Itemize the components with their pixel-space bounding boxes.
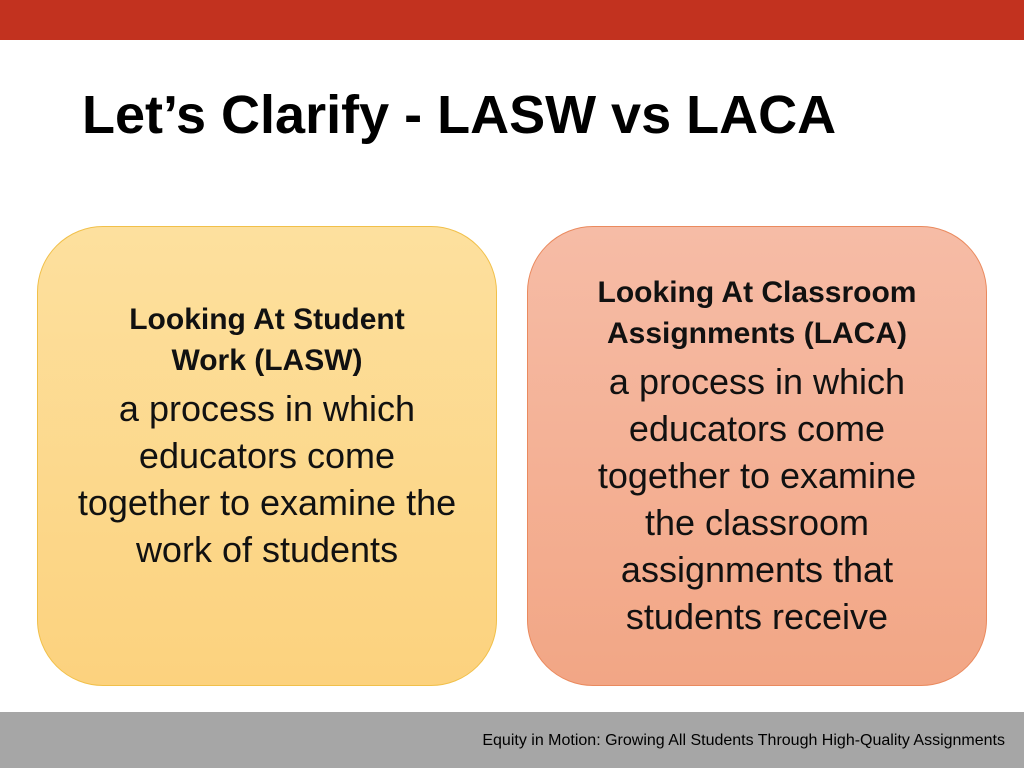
lasw-card-definition: a process in which educators come together to examine the work of students xyxy=(77,388,457,570)
laca-card xyxy=(527,226,987,686)
lasw-card xyxy=(37,226,497,686)
laca-card-definition: a process in which educators come together to examine the classroom assignments that students receive xyxy=(597,361,917,637)
laca-card-heading: Looking At Classroom Assignments (LACA) xyxy=(597,276,917,350)
footer-caption: Equity in Motion: Growing All Students Through High-Quality Assignments xyxy=(482,732,1005,749)
lasw-card-heading: Looking At Student Work (LASW) xyxy=(129,303,405,377)
top-accent-bar xyxy=(0,0,1024,40)
slide-title: Let’s Clarify - LASW vs LACA xyxy=(82,85,837,145)
footer-bar xyxy=(0,712,1024,768)
